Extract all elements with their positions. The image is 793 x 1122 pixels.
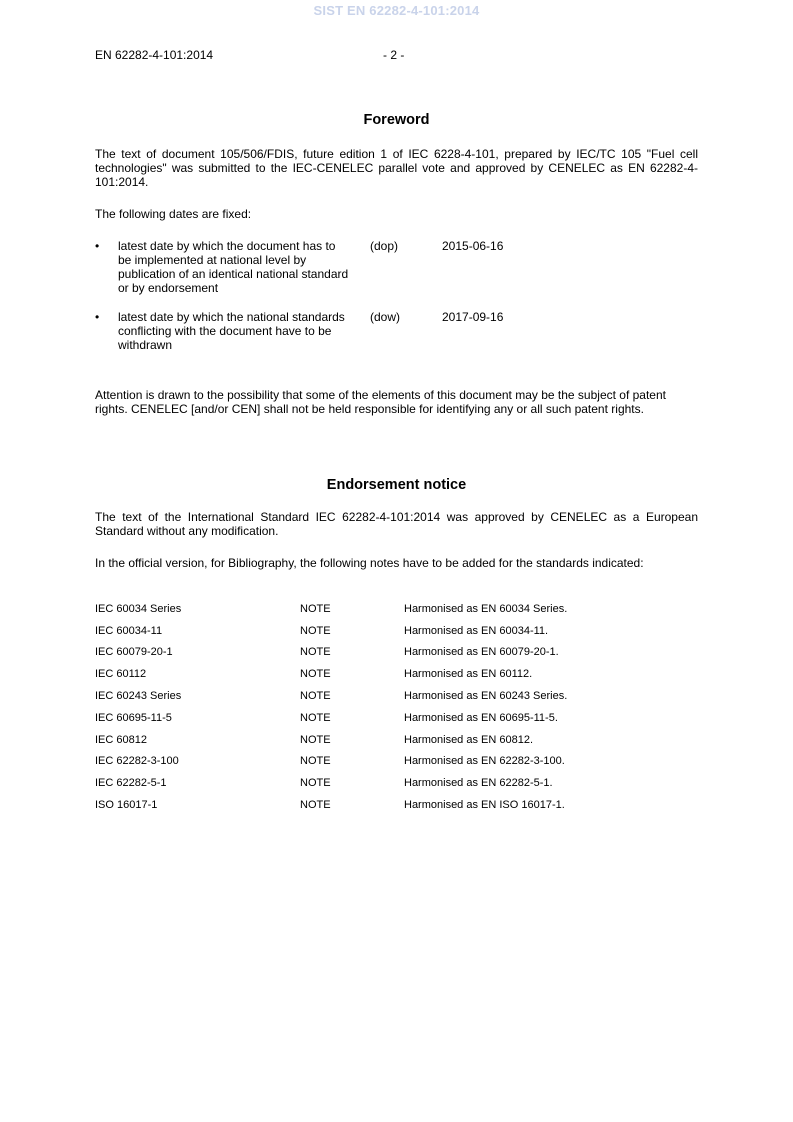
standard-cell: IEC 60243 Series — [95, 690, 182, 703]
foreword-heading: Foreword — [363, 112, 430, 128]
harmonised-cell: Harmonised as EN ISO 16017-1. — [404, 799, 565, 812]
date-item-code: (dop) — [370, 239, 399, 253]
harmonised-cell: Harmonised as EN 60034 Series. — [404, 602, 568, 615]
note-label-cell: NOTE — [300, 733, 331, 746]
table-row — [95, 598, 704, 620]
harmonised-cell: Harmonised as EN 60695-11-5. — [404, 711, 558, 724]
standard-cell: IEC 60034 Series — [95, 602, 182, 615]
harmonised-cell: Harmonised as EN 60079-20-1. — [404, 646, 559, 659]
date-item-code: (dow) — [370, 310, 401, 324]
harmonised-cell: Harmonised as EN 60112. — [404, 668, 533, 681]
date-item-text: latest date by which the national standards conflicting with the document have to be withdrawn — [118, 310, 345, 352]
watermark: SIST EN 62282-4-101:2014 — [313, 3, 480, 18]
document-id: EN 62282-4-101:2014 — [95, 48, 214, 62]
harmonised-cell: Harmonised as EN 62282-5-1. — [404, 777, 553, 790]
harmonised-cell: Harmonised as EN 60034-11. — [404, 624, 549, 637]
note-label-cell: NOTE — [300, 646, 331, 659]
bibliography-notes-table — [95, 598, 704, 816]
standard-cell: IEC 62282-5-1 — [95, 777, 167, 790]
patent-attention: Attention is drawn to the possibility that some of the elements of this document may be the subject of patent rights. CENELEC [and/or CEN] shall not be held responsible for identifying any or all such patent rights. — [95, 388, 666, 416]
date-item-date: 2015-06-16 — [442, 239, 504, 253]
bibliography-intro: In the official version, for Bibliography, the following notes have to be added for the standards indicated: — [95, 556, 644, 570]
table-row — [95, 663, 704, 685]
note-label-cell: NOTE — [300, 690, 331, 703]
note-label-cell: NOTE — [300, 602, 331, 615]
standard-cell: IEC 60812 — [95, 733, 147, 746]
harmonised-cell: Harmonised as EN 62282-3-100. — [404, 755, 565, 768]
standard-cell: ISO 16017-1 — [95, 799, 158, 812]
standard-cell: IEC 60079-20-1 — [95, 646, 173, 659]
table-row — [95, 707, 704, 729]
standard-cell: IEC 60034-11 — [95, 624, 163, 637]
note-label-cell: NOTE — [300, 624, 331, 637]
date-item-text: latest date by which the document has to be implemented at national level by publication of an identical national standard or by endorsement — [118, 239, 349, 295]
standard-cell: IEC 60695-11-5 — [95, 711, 172, 724]
harmonised-cell: Harmonised as EN 60812. — [404, 733, 534, 746]
bullet-icon: • — [95, 310, 100, 324]
note-label-cell: NOTE — [300, 799, 331, 812]
dates-intro: The following dates are fixed: — [95, 207, 252, 221]
note-label-cell: NOTE — [300, 777, 331, 790]
table-row — [95, 751, 704, 773]
note-label-cell: NOTE — [300, 755, 331, 768]
endorsement-text: The text of the International Standard IEC 62282-4-101:2014 was approved by CENELEC as a European Standard without any modification. — [95, 510, 698, 538]
table-row — [95, 772, 704, 794]
table-row — [95, 729, 704, 751]
date-item-date: 2017-09-16 — [442, 310, 504, 324]
table-row — [95, 794, 704, 816]
bullet-icon: • — [95, 239, 100, 253]
harmonised-cell: Harmonised as EN 60243 Series. — [404, 690, 568, 703]
note-label-cell: NOTE — [300, 668, 331, 681]
foreword-intro: The text of document 105/506/FDIS, future edition 1 of IEC 6228-4-101, prepared by IEC/TC 105 "Fuel cell technologies" was submitted to the IEC-CENELEC parallel vote and approved by CENELEC as EN 62282-4-101:2014. — [95, 147, 698, 189]
table-row — [95, 642, 704, 664]
standard-cell: IEC 62282-3-100 — [95, 755, 179, 768]
page-number: - 2 - — [383, 48, 405, 62]
standard-cell: IEC 60112 — [95, 668, 147, 681]
note-label-cell: NOTE — [300, 711, 331, 724]
endorsement-heading: Endorsement notice — [326, 477, 467, 493]
table-row — [95, 685, 704, 707]
table-row — [95, 620, 704, 642]
